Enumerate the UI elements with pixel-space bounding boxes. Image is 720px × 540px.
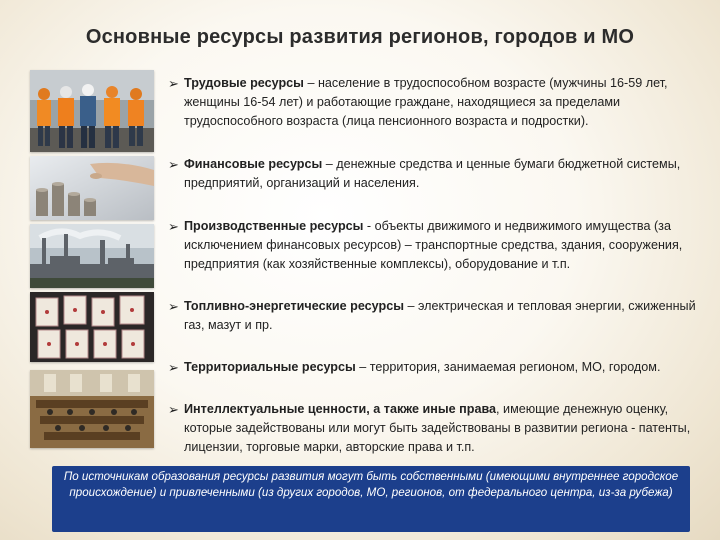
slide-title: Основные ресурсы развития регионов, городов и МО xyxy=(85,26,635,48)
arrow-bullet-icon: ➢ xyxy=(168,402,179,417)
resource-item-definition: , имеющие денежную оценку, которые задействованы или могут быть задействованы в развитии региона - патенты, лицензии, торговые марки, авторские права и т.п. xyxy=(184,402,691,454)
footer-note-box: По источникам образования ресурсы развития могут быть собственными (имеющими внутреннее городское происхождение) и привлеченными (из других городов, МО, регионов, от федерального центра, из-за рубежа) xyxy=(52,466,690,532)
resource-item-text xyxy=(184,74,700,131)
resource-item-labor xyxy=(168,74,700,131)
resource-item-territorial xyxy=(168,358,700,377)
resource-item-intellectual xyxy=(168,400,700,457)
resource-item-term: Территориальные ресурсы xyxy=(184,360,356,374)
factory-photo xyxy=(30,224,154,288)
resource-item-term: Интеллектуальные ценности, а также иные права xyxy=(184,402,497,416)
resource-item-text xyxy=(184,400,700,457)
workers-photo xyxy=(30,70,154,152)
resource-item-term: Производственные ресурсы xyxy=(184,219,364,233)
resource-item-text xyxy=(184,358,660,377)
certificates-photo xyxy=(30,292,154,362)
resource-item-text xyxy=(184,297,700,335)
resource-item-text xyxy=(184,217,700,274)
arrow-bullet-icon: ➢ xyxy=(168,219,179,234)
arrow-bullet-icon: ➢ xyxy=(168,157,179,172)
resource-item-term: Финансовые ресурсы xyxy=(184,157,323,171)
resource-item-definition: – население в трудоспособном возрасте (мужчины 16-59 лет, женщины 16-54 лет) и работающие граждане, находящиеся за пределами трудоспособного возраста (лица пенсионного возраста и подростки). xyxy=(184,76,668,128)
coins-photo xyxy=(30,156,154,220)
arrow-bullet-icon: ➢ xyxy=(168,76,179,91)
resource-item-definition: – электрическая и тепловая энергии, сжиженный газ, мазут и пр. xyxy=(184,299,696,332)
resource-item-text xyxy=(184,155,700,193)
arrow-bullet-icon: ➢ xyxy=(168,360,179,375)
resource-item-term: Топливно-энергетические ресурсы xyxy=(184,299,404,313)
resource-item-term: Трудовые ресурсы xyxy=(184,76,304,90)
resource-item-financial xyxy=(168,155,700,193)
arrow-bullet-icon: ➢ xyxy=(168,299,179,314)
resource-item-definition: – денежные средства и ценные бумаги бюджетной системы, предприятий, организаций и населения. xyxy=(184,157,681,190)
resource-item-definition: – территория, занимаемая регионом, МО, городом. xyxy=(355,360,661,374)
resource-item-definition: - объекты движимого и недвижимого имущества (за исключением финансовых ресурсов) – транспортные средства, здания, сооружения, предприятия (как хозяйственные комплексы), оборудование и т.п. xyxy=(184,219,683,271)
meeting-hall-photo xyxy=(30,370,154,448)
resource-item-production xyxy=(168,217,700,274)
resource-item-energy xyxy=(168,297,700,335)
